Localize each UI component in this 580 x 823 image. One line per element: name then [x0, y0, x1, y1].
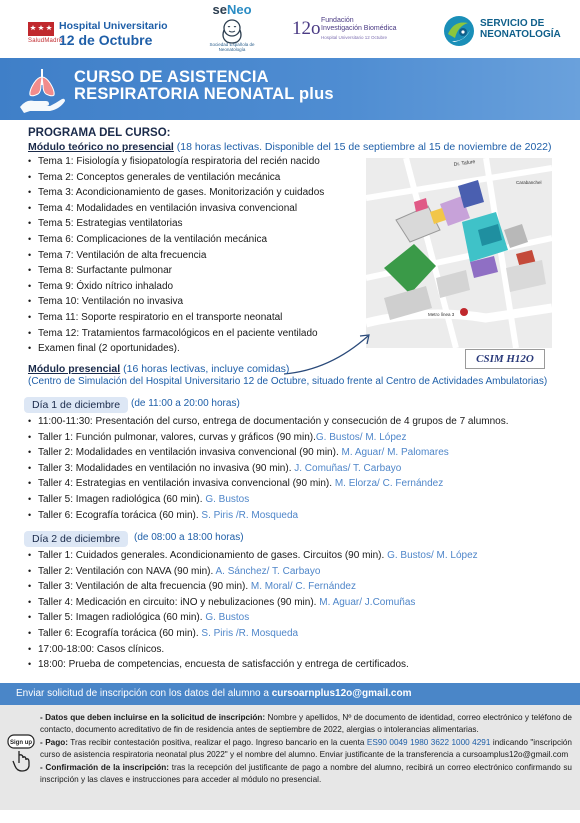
map-label: Dr. Tafure	[453, 159, 476, 168]
list-item: • Examen final (2 oportunidades).	[28, 341, 324, 357]
seneo-logo-sub: Sociedad Española de Neonatología	[209, 42, 255, 52]
list-item: • 18:00: Prueba de competencias, encuesta de satisfacción y entrega de certificados.	[28, 657, 478, 673]
presencial-module-note: (16 horas lectivas, incluye comidas)	[123, 363, 290, 375]
hospital-logo	[28, 18, 168, 48]
instructors: G. Bustos	[205, 612, 250, 624]
list-item: • Taller 6: Ecografía torácica (60 min). S. Piris /R. Mosqueda	[28, 626, 478, 642]
list-item: • Tema 4: Modalidades en ventilación invasiva convencional	[28, 201, 324, 217]
list-item: • Taller 4: Estrategias en ventilación invasiva convencional (90 min). M. Elorza/ C. Fernández	[28, 476, 509, 492]
list-item: • Taller 4: Medicación en circuito: iNO y nebulizaciones (90 min). M. Aguar/ J.Comuñas	[28, 595, 478, 611]
list-item: • Taller 3: Ventilación de alta frecuencia (90 min). M. Moral/ C. Fernández	[28, 579, 478, 595]
instructors: M. Aguar/ J.Comuñas	[319, 596, 416, 608]
madrid-flag-icon	[28, 22, 54, 36]
logo-strip	[0, 0, 580, 58]
list-item: • 17:00-18:00: Casos clínicos.	[28, 642, 478, 658]
hospital-logo-line2: 12 de Octubre	[59, 31, 153, 48]
list-item: • Tema 8: Surfactante pulmonar	[28, 263, 324, 279]
hospital-logo-line1: Hospital Universitario	[59, 20, 168, 32]
day2-hours: (de 08:00 a 18:00 horas)	[134, 532, 244, 543]
list-item: • Taller 5: Imagen radiológica (60 min). G. Bustos	[28, 610, 478, 626]
lungs-hand-icon	[16, 63, 68, 115]
fundacion-logo	[292, 14, 416, 50]
sign-up-label: Sign up	[10, 740, 32, 746]
hospital-logo-sub: SaludMadrid	[28, 38, 64, 44]
presencial-module-title: Módulo presencial	[28, 363, 121, 375]
list-item: • Tema 10: Ventilación no invasiva	[28, 294, 324, 310]
info-payment-paragraph: - Pago: Tras recibir contestación positiva, realizar el pago. Ingreso bancario en la cuenta ES90 0049 1980 3622 1000 4291 indicando "inscripción curso de asistencia respiratoria neonatal plus 2022" y el nombre del alumno. Enviar justificante de la transferencia a cursoamplus12o@gmail.com	[40, 738, 572, 759]
baby-icon	[217, 18, 247, 44]
csim-badge: CSIM H12O	[465, 349, 545, 369]
list-item: • Tema 5: Estrategias ventilatorias	[28, 216, 324, 232]
list-item: • Taller 3: Modalidades en ventilación no invasiva (90 min). J. Comuñas/ T. Carbayo	[28, 461, 509, 477]
day2-label: Día 2 de diciembre	[24, 531, 128, 547]
servicio-neonatologia-logo	[442, 13, 561, 49]
list-item: • Taller 5: Imagen radiológica (60 min). G. Bustos	[28, 492, 509, 508]
theory-topics-list	[28, 154, 324, 357]
list-item: • Tema 3: Acondicionamiento de gases. Monitorización y cuidados	[28, 185, 324, 201]
list-item: • Tema 2: Conceptos generales de ventilación mecánica	[28, 170, 324, 186]
map-label: Carabanchel	[516, 180, 542, 185]
list-item: • Tema 11: Soporte respiratorio en el transporte neonatal	[28, 310, 324, 326]
registration-text: Enviar solicitud de inscripción con los datos del alumno a	[16, 688, 269, 699]
campus-map	[366, 158, 552, 348]
seneo-logo	[197, 2, 267, 58]
list-item: • Taller 1: Función pulmonar, valores, curvas y gráficos (90 min).G. Bustos/ M. López	[28, 430, 509, 446]
list-item: • Tema 6: Complicaciones de la ventilación mecánica	[28, 232, 324, 248]
day1-hours: (de 11:00 a 20:00 horas)	[131, 398, 240, 409]
instructors: G. Bustos/ M. López	[387, 550, 478, 561]
list-item: • Taller 6: Ecografía torácica (60 min). S. Piris /R. Mosqueda	[28, 508, 509, 524]
instructors: G. Bustos	[205, 493, 250, 505]
list-item: • Tema 1: Fisiología y fisiopatología respiratoria del recién nacido	[28, 154, 324, 170]
registration-info-text	[40, 712, 572, 787]
instructors: S. Piris /R. Mosqueda	[201, 627, 299, 639]
registration-banner	[0, 683, 580, 705]
list-item: • Tema 12: Tratamientos farmacológicos en el paciente ventilado	[28, 326, 324, 342]
presencial-module-detail: (Centro de Simulación del Hospital Universitario 12 de Octubre, situado frente al Centro de Actividades Ambulatorias)	[28, 376, 548, 387]
instructors: M. Moral/ C. Fernández	[250, 581, 356, 593]
iban-number: ES90 0049 1980 3622 1000 4291	[366, 738, 491, 747]
instructors: M. Aguar/ M. Palomares	[341, 447, 449, 459]
fundacion-logo-mark: 12o	[292, 18, 321, 39]
neonatology-swirl-icon	[442, 14, 476, 48]
list-item: • Taller 2: Ventilación con NAVA (90 min). A. Sánchez/ T. Carbayo	[28, 564, 478, 580]
registration-info-box	[0, 705, 580, 810]
info-confirm-paragraph: - Confirmación de la inscripción: tras la recepción del justificante de pago a nombre del alumno, recibirá un correo electrónico confirmando su inscripción y las claves e instrucciones para acceder al módulo no presencial.	[40, 763, 572, 784]
info-data-paragraph: - Datos que deben incluirse en la solicitud de inscripción: Nombre y apellidos, Nº de documento de identidad, correo electrónico y teléfono de contacto, documento acreditativo de fin de residencia antes de septiembre de 2022, alergias o intolerancias alimentarias.	[40, 713, 572, 734]
list-item: • Taller 2: Modalidades en ventilación invasiva convencional (90 min). M. Aguar/ M. Palomares	[28, 445, 509, 461]
list-item: • Tema 7: Ventilación de alta frecuencia	[28, 248, 324, 264]
sign-up-hand-icon	[6, 733, 36, 773]
hospital-logo-name	[59, 21, 168, 48]
list-item: • Tema 9: Óxido nítrico inhalado	[28, 279, 324, 295]
instructors: M. Elorza/ C. Fernández	[334, 478, 444, 490]
program-heading: PROGRAMA DEL CURSO:	[28, 127, 171, 139]
curved-arrow-icon	[280, 330, 380, 378]
theory-module-note: (18 horas lectivas. Disponible del 15 de septiembre al 15 de noviembre de 2022)	[176, 141, 552, 153]
fundacion-logo-text: Fundación Investigación Biomédica Hospital Universitario 12 Octubre	[321, 17, 397, 40]
day1-schedule-list	[28, 414, 509, 523]
registration-email-link[interactable]: cursoarnplus12o@gmail.com	[271, 688, 412, 699]
day2-schedule-list	[28, 548, 478, 673]
title-banner	[0, 58, 580, 120]
seneo-logo-word: seNeo	[212, 2, 252, 17]
day1-label: Día 1 de diciembre	[24, 397, 128, 413]
list-item: • 11:00-11:30: Presentación del curso, entrega de documentación y consecución de 4 grupos de 7 alumnos.	[28, 414, 509, 430]
instructors: G. Bustos/ M. López	[315, 431, 407, 443]
list-item: • Taller 1: Cuidados generales. Acondicionamiento de gases. Circuitos (90 min). G. Bustos/ M. López	[28, 548, 478, 564]
instructors: J. Comuñas/ T. Carbayo	[294, 462, 402, 474]
course-title: CURSO DE ASISTENCIA RESPIRATORIA NEONATAL plus	[74, 68, 334, 103]
theory-module-line	[28, 141, 552, 153]
instructors: A. Sánchez/ T. Carbayo	[215, 565, 321, 577]
theory-module-title: Módulo teórico no presencial	[28, 141, 174, 153]
map-label: Metro línea 3	[428, 312, 455, 317]
instructors: S. Piris /R. Mosqueda	[201, 509, 299, 521]
presencial-module-line	[28, 363, 289, 375]
servicio-logo-text: SERVICIO DE NEONATOLOGÍA	[480, 18, 561, 40]
